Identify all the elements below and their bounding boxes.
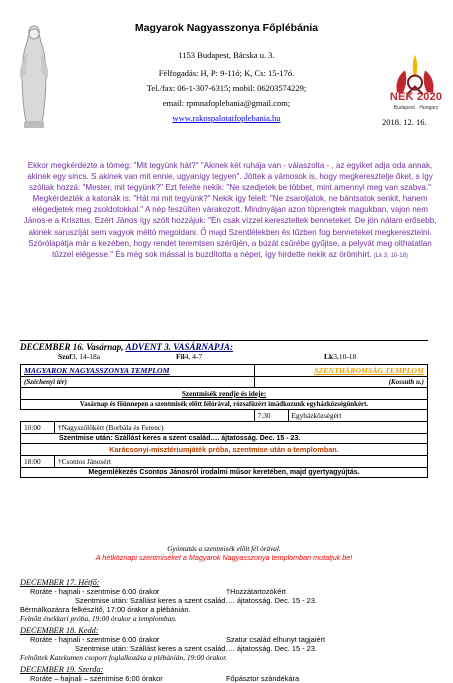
day-title-dec17: DECEMBER 17. Hétfő: [20,578,100,587]
day-title-dec19: DECEMBER 19. Szerda: [20,665,104,674]
list-item [20,587,440,596]
nek-logo-subtitle: Budapest · Hungary [393,105,439,111]
church-streets-row [21,377,428,388]
time-730: 7:30 [254,410,288,422]
confession-note: Gyóntatás a szentmisék előtt fél órával. [167,545,281,553]
table-row [21,456,428,468]
event-730: Egyházközségért [288,410,427,422]
sunday-feast: ADVENT 3. VASÁRNAPJA: [125,342,234,352]
sunday-header [20,340,428,361]
mass-dec18: Roráte - hajnali - szentmise 6:00 órakor [30,635,160,644]
intent-dec18: Szatur család elhunyt tagjaiért [226,635,326,644]
time-1800: 18:00 [21,456,55,468]
website-link[interactable]: www.rakospalotaifoplebania.hu [172,113,281,123]
table-row [21,400,428,410]
intent-dec19: Főpásztor szándékára [226,674,300,683]
gospel-passage [20,160,440,262]
table-row [21,468,428,478]
street-left: (Széchenyi tér) [21,377,255,388]
choir-dec17: Felnőtt énekkari próba, 19:00 órakor a templomban. [20,614,177,623]
sunday-date: DECEMBER 16. Vasárnap, [20,342,126,352]
table-row [21,444,428,456]
list-item [20,635,440,644]
church-left: MAGYAROK NAGYASSZONYA TEMPLOM [21,365,255,377]
weekday-list [20,575,440,683]
email-line: email: rpmnafoplebania@gmail.com; [162,98,291,108]
parish-address: 1153 Budapest, Bácska u. 3. [178,50,275,60]
after-notes [20,545,428,562]
phone-line: Tel./fax: 06-1-307-6315; mobil: 06203574229; [146,83,307,93]
bulletin-date: 2018. 12. 16. [382,117,427,127]
list-item [20,674,440,683]
after-mass-dec17: Szentmise után: Szállást keres a szent család…. ájtatosság. Dec. 15 - 23. [75,596,317,605]
header [0,0,453,160]
reading-2-label: Fil [176,352,185,361]
mass-dec19: Roráte – hajnali – szentmise 6:00 órakor [30,674,163,683]
office-hours: Félfogadás: H, P: 9-11ó; K, Cs: 15-17ó. [158,68,295,78]
gospel-text: Ekkor megkérdezte a tömeg: "Mit tegyünk hát?" "Akinek két ruhája van - válaszolta - , az egyiket adja oda annak, akinek egy sincs. S akinek van mit ennie, ugyanígy tegyen". Jöttek a vámosok is, hogy megkeresztelje őket, s így szóltak hozzá: "Mester, mit tegyünk?" Ezt felelte nekik: "Ne szedjetek be többet, mint amennyi meg van szabva." Megkérdezték a katonák is: "Hát mi mit tegyünk?" Nekik így felelt: "Ne zsaroljatok, ne bántsatok senkit, hanem elégedjetek meg zsoldotokkal." A nép feszülten várakozott. Mindnyájan azon töprengtek magukban, vajon nem János-e a Krisztus. Ezért János így szólt hozzájuk: "Én csak vízzel kereszteltek benneteket. De jön nálam erősebb, akinek saruszíját sem vagyok méltó megoldani. Ő majd Szentlélekben és tűzben fog benneteket megkeresztelni. Szórólapátja már a kezében, hogy rendet teremtsen szérűjén, a búzát csűrébe gyűjtse, a pelyvát meg olthatatlan tűzzel elégesse." És még sok mással is buzdította a népet, így hirdette nekik az örömhírt. [23,161,437,259]
reading-3: 3,10-18 [333,352,357,361]
commemoration-note: Megemlékezés Csontos Jánosról irodalmi műsor keretében, majd gyertyagyújtás. [21,468,428,478]
event-1000: †Nagyszőlőkért (Borbála és Ferenc) [55,422,428,434]
rosary-note: Vasárnap és főünnepen a szentmisék előtt félórával, rózsafüzért imádkozunk egyházközségünkért. [21,400,428,410]
weekday-note: A hétköznapi szentmiséket a Magyarok Nagyasszonya templomban mutatjuk be! [95,553,353,562]
rehearsal-note: Karácsonyi-misztériumjáték próba, szentmise után a templomban. [21,444,428,456]
mass-order-title [21,388,428,400]
time-1000: 10:00 [21,422,55,434]
table-row [21,388,428,400]
after-mass-1000: Szentmise után: Szállást keres a szent család…. ájtatosság. Dec. 15 - 23. [21,434,428,444]
after-mass-dec18: Szentmise után: Szállást keres a szent család…. ájtatosság. Dec. 15 - 23. [75,644,317,653]
sunday-title [20,341,428,352]
church-names-row [21,365,428,377]
parish-title: Magyarok Nagyasszonya Főplébánia [134,22,319,34]
table-row [21,422,428,434]
event-1800: †Csontos Jánosért [55,456,428,468]
day-title-dec18: DECEMBER 18. Kedd: [20,626,99,635]
readings [20,352,428,361]
church-right: SZENTHÁROMSÁG TEMPLOM [254,365,427,377]
reading-2: 4, 4-7 [184,352,203,361]
table-row [21,410,428,422]
table-row [21,434,428,444]
reading-1: 3, 14-18a [71,352,101,361]
catechumen-dec18: Felnőttek Katekumen csoport foglalkozása a plébánián, 19:00 órakor. [20,653,228,662]
nek-logo-title: NEK 2020 [389,91,443,103]
mass-order-title-text: Szentmisék rendje és ideje: [181,389,267,398]
reading-3-label: Lk [324,352,334,361]
reading-1-label: Szof [58,352,72,361]
confirmation-prep-dec17: Bérmálkozásra felkészítő, 17:00 órakor a plébánián. [20,605,191,614]
street-right: (Kossuth u.) [254,377,427,388]
gospel-reference: (Lk 3, 10-18) [373,252,408,259]
intent-dec17: †Hozzátartozókért [226,587,286,596]
sunday-schedule-table [20,364,428,478]
mass-dec17: Roráte - hajnali - szentmise 6:00 órakor [30,587,160,596]
